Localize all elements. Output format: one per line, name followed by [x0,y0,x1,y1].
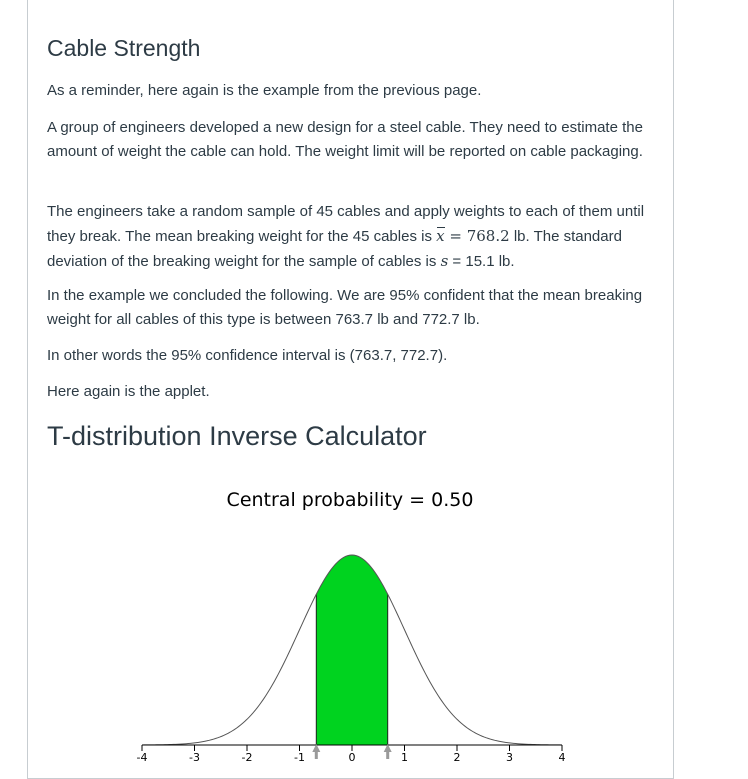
equals-sign: = [444,227,467,245]
s-symbol: s [440,252,449,270]
lower-bound-handle[interactable] [312,744,320,759]
x-tick-label: 0 [348,751,356,764]
central-area [316,555,387,745]
calculator-title: T-distribution Inverse Calculator [47,421,427,451]
sample-paragraph [47,200,647,274]
xbar-symbol: x [436,224,444,248]
t-distribution-applet [40,470,660,770]
x-tick-label: -2 [241,751,253,764]
intro-paragraph: As a reminder, here again is the example from the previous page. [47,82,482,99]
sample-text-2: lb. The standard deviation of the breaking weight for the sample of cables is [47,228,622,270]
x-tick-label: -4 [136,751,148,764]
page-title: Cable Strength [47,35,201,61]
xbar-expression [436,227,510,245]
sample-text-3: = 15.1 lb. [448,253,515,270]
interval-paragraph: In other words the 95% confidence interval is (763.7, 772.7). [47,347,448,364]
applet-intro-paragraph: Here again is the applet. [47,383,210,400]
conclusion-paragraph: In the example we concluded the following. We are 95% confident that the mean breaking weight for all cables of this type is between 763.7 lb and 772.7 lb. [47,287,643,328]
xbar-value: 768.2 [466,227,510,245]
sample-text-1: The engineers take a random sample of 45 cables and apply weights to each of them until they break. The mean breaking weight for the 45 cables is [47,203,645,245]
x-tick-label: 1 [401,751,408,764]
x-tick-label: 4 [558,751,566,764]
scenario-paragraph: A group of engineers developed a new design for a steel cable. They need to estimate the amount of weight the cable can hold. The weight limit will be reported on cable packaging. [47,119,643,160]
x-tick-label: 2 [453,751,461,764]
upper-bound-handle[interactable] [384,744,392,759]
x-tick-label: -3 [189,751,200,764]
x-tick-label: 3 [506,751,513,764]
chart-title: Central probability = 0.50 [226,489,474,511]
t-distribution-chart [40,470,660,770]
x-tick-label: -1 [294,751,305,764]
